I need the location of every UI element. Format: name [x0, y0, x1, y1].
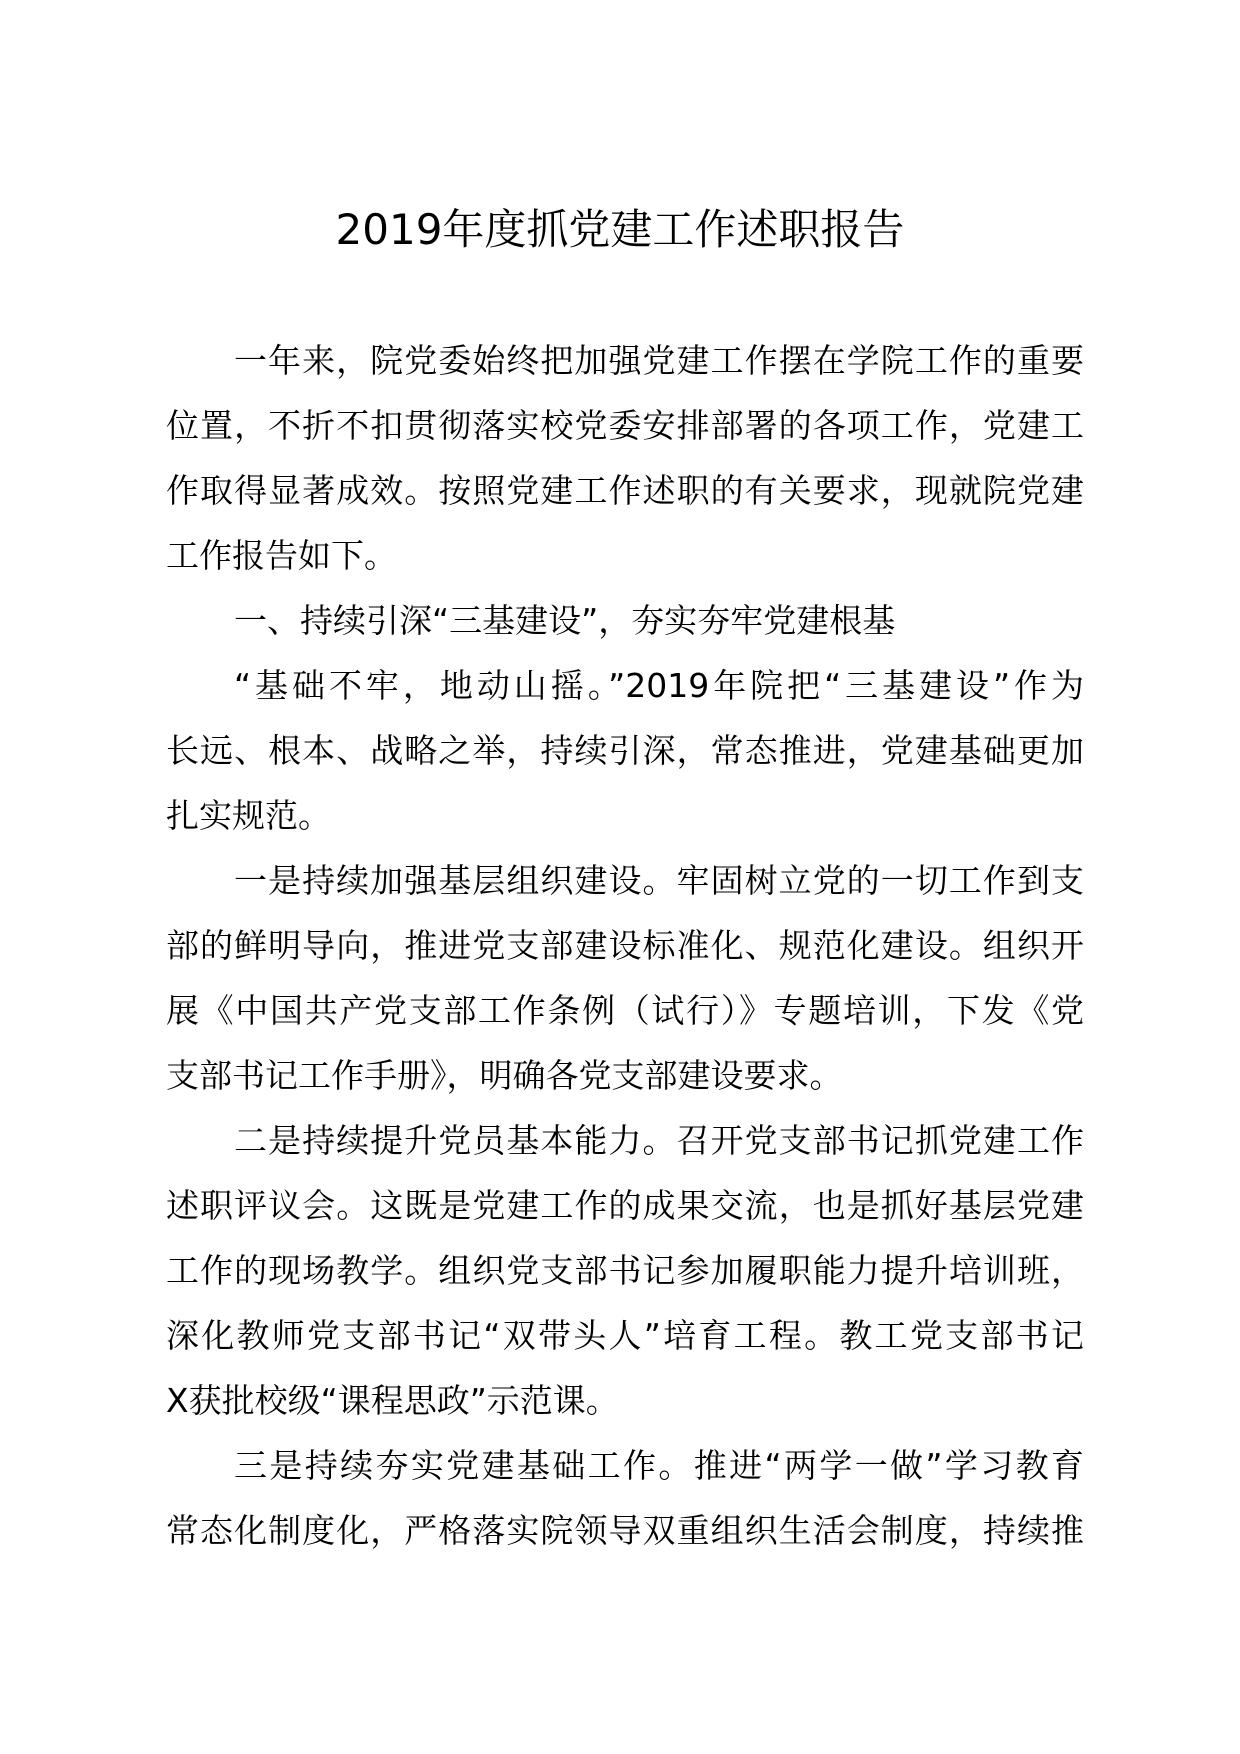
text-line: “基础不牢，地动山摇。”2019年院把“三基建设”作为	[234, 666, 1084, 705]
text-line: 常态化制度化，严格落实院领导双重组织生活会制度，持续推	[166, 1511, 1084, 1550]
text-line: 展《中国共产党支部工作条例（试行）》专题培训，下发《党	[166, 991, 1084, 1030]
text-line: 述职评议会。这既是党建工作的成果交流，也是抓好基层党建	[166, 1186, 1084, 1225]
text-line: 工作的现场教学。组织党支部书记参加履职能力提升培训班，	[166, 1251, 1084, 1290]
text-line: X获批校级“课程思政”示范课。	[166, 1381, 619, 1420]
text-line: 一、持续引深“三基建设”，夯实夯牢党建根基	[234, 601, 896, 640]
text-line: 长远、根本、战略之举，持续引深，常态推进，党建基础更加	[166, 731, 1084, 770]
text-line: 深化教师党支部书记“双带头人”培育工程。教工党支部书记	[166, 1316, 1084, 1355]
text-line: 三是持续夯实党建基础工作。推进“两学一做”学习教育	[234, 1446, 1084, 1485]
text-line: 扎实规范。	[166, 796, 331, 835]
paragraph	[166, 1433, 1084, 1563]
paragraph	[166, 848, 1084, 1108]
text-line: 作取得显著成效。按照党建工作述职的有关要求，现就院党建	[166, 471, 1084, 510]
document-title: 2019年度抓党建工作述职报告	[335, 205, 905, 254]
section-heading	[166, 588, 1084, 653]
text-line: 一年来，院党委始终把加强党建工作摆在学院工作的重要	[234, 341, 1084, 380]
text-line: 位置，不折不扣贯彻落实校党委安排部署的各项工作，党建工	[166, 406, 1084, 445]
paragraph	[166, 328, 1084, 588]
paragraph	[166, 1108, 1084, 1433]
text-line: 一是持续加强基层组织建设。牢固树立党的一切工作到支	[234, 861, 1084, 900]
text-line: 工作报告如下。	[166, 536, 397, 575]
paragraph	[166, 653, 1084, 848]
text-line: 二是持续提升党员基本能力。召开党支部书记抓党建工作	[234, 1121, 1084, 1160]
text-line: 部的鲜明导向，推进党支部建设标准化、规范化建设。组织开	[166, 926, 1084, 965]
document-body	[166, 328, 1084, 1563]
text-line: 支部书记工作手册》，明确各党支部建设要求。	[166, 1056, 843, 1095]
